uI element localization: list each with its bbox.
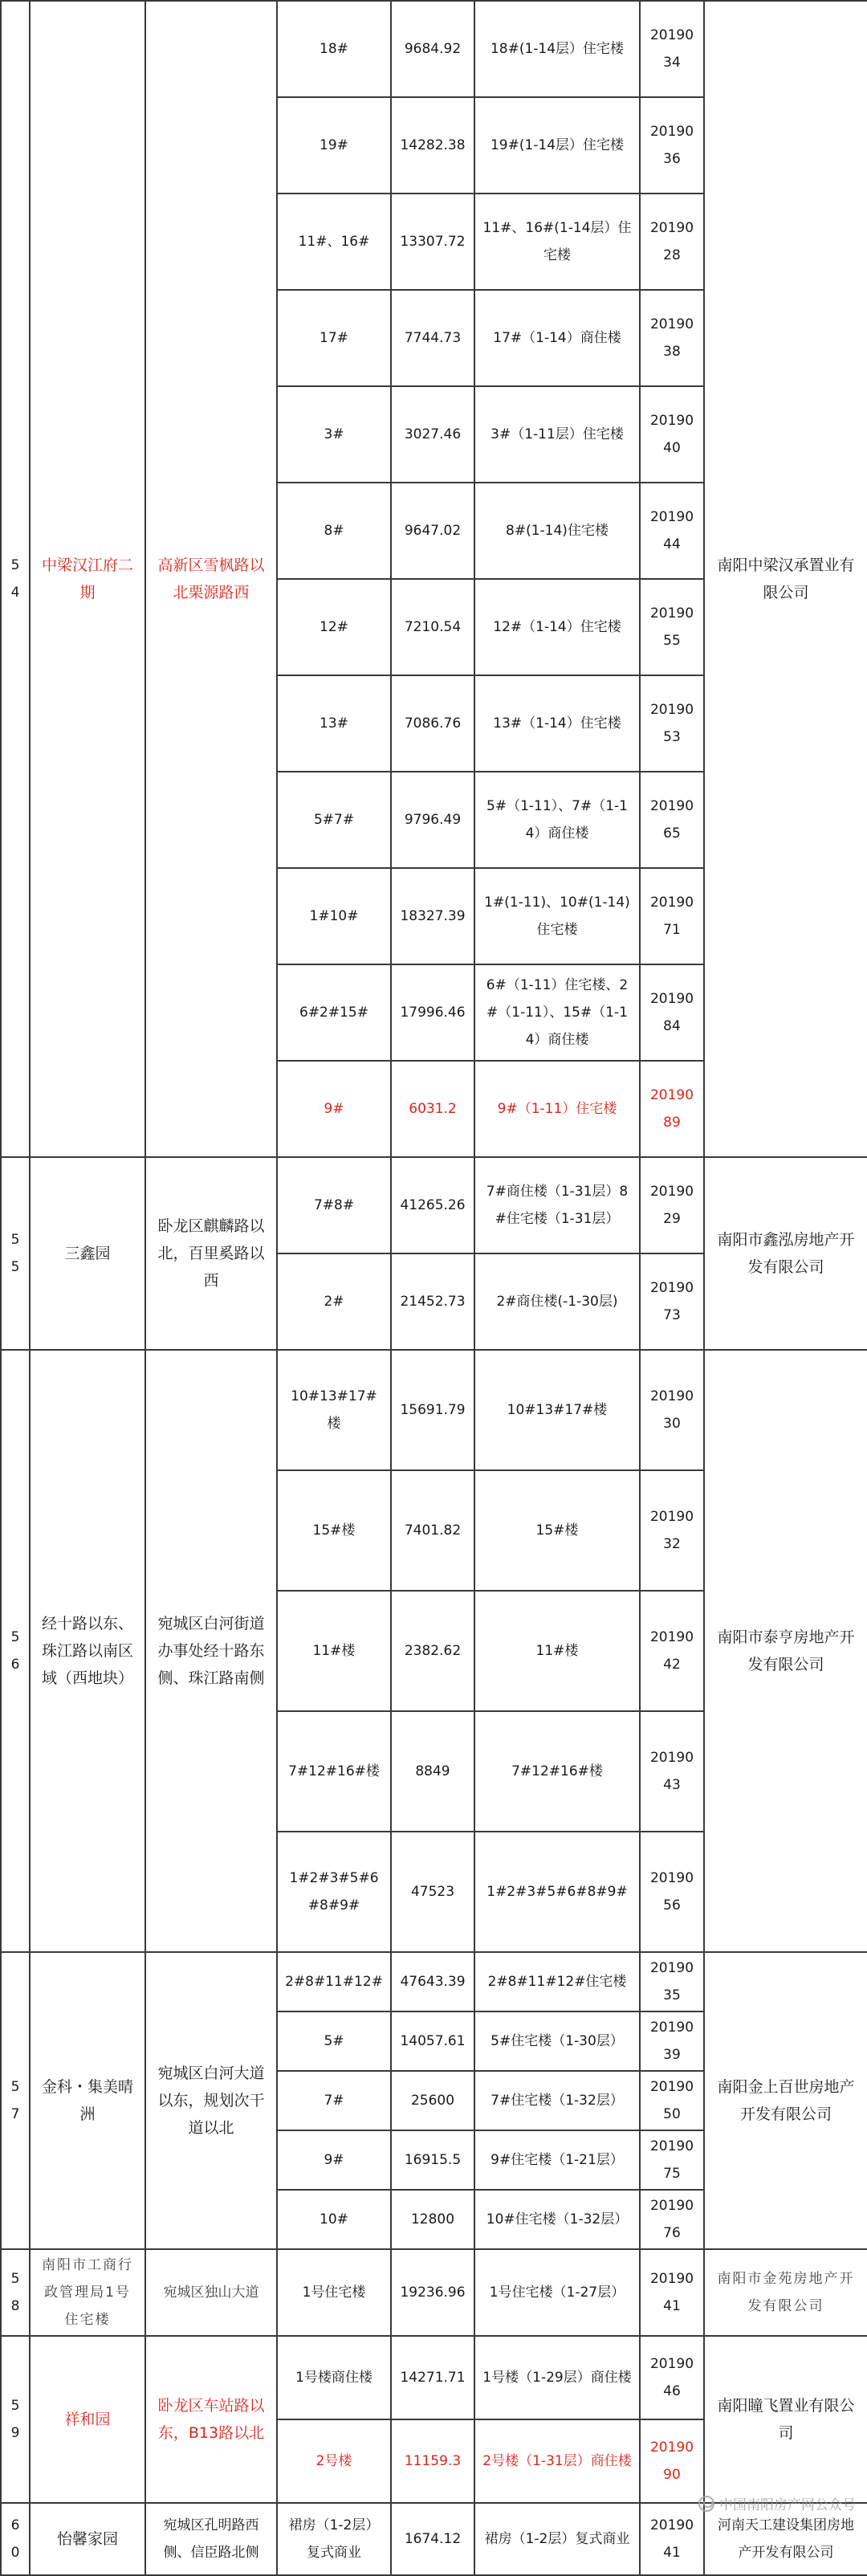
project-location: 高新区雪枫路以北栗源路西 (145, 1, 277, 1157)
building-cell: 8# (277, 483, 391, 579)
building-cell: 15#楼 (277, 1470, 391, 1591)
usage-cell: 1#(1-11)、10#(1-14)住宅楼 (474, 868, 640, 964)
permit-code-cell: 2019035 (640, 1952, 704, 2011)
project-number: 54 (1, 1, 30, 1157)
area-cell: 14282.38 (391, 97, 474, 194)
building-cell: 10# (277, 2190, 391, 2249)
area-cell: 25600 (391, 2071, 474, 2130)
project-number: 56 (1, 1350, 30, 1952)
building-cell: 17# (277, 290, 391, 386)
table-row (1, 1350, 867, 1470)
permit-code-cell: 2019029 (640, 1157, 704, 1253)
building-cell: 2号楼 (277, 2419, 391, 2503)
permit-code-cell: 2019032 (640, 1470, 704, 1591)
developer-cell: 南阳瞳飞置业有限公司 (704, 2336, 867, 2503)
permit-code-cell: 2019030 (640, 1350, 704, 1470)
developer-cell: 南阳市泰亨房地产开发有限公司 (704, 1350, 867, 1952)
permit-code-cell: 2019090 (640, 2419, 704, 2503)
permit-code-cell: 2019075 (640, 2130, 704, 2190)
usage-cell: 9#住宅楼（1-21层） (474, 2130, 640, 2190)
building-cell: 12# (277, 579, 391, 675)
developer-cell: 南阳金上百世房地产开发有限公司 (704, 1952, 867, 2249)
project-number: 60 (1, 2503, 30, 2575)
usage-cell: 13#（1-14）住宅楼 (474, 675, 640, 772)
table-row (1, 1, 867, 97)
project-name: 祥和园 (30, 2336, 145, 2503)
watermark-text: 中国南阳房产网公众号 (719, 2497, 856, 2513)
permit-code-cell: 2019073 (640, 1253, 704, 1350)
usage-cell: 5#住宅楼（1-30层） (474, 2011, 640, 2071)
permit-code-cell: 2019046 (640, 2336, 704, 2419)
area-cell: 16915.5 (391, 2130, 474, 2190)
usage-cell: 17#（1-14）商住楼 (474, 290, 640, 386)
area-cell: 11159.3 (391, 2419, 474, 2503)
area-cell: 9647.02 (391, 483, 474, 579)
area-cell: 6031.2 (391, 1061, 474, 1157)
building-cell: 7#12#16#楼 (277, 1711, 391, 1832)
building-cell: 7# (277, 2071, 391, 2130)
building-cell: 2# (277, 1253, 391, 1350)
table-row (1, 1157, 867, 1253)
permit-code-cell: 2019043 (640, 1711, 704, 1832)
building-cell: 11#、16# (277, 194, 391, 290)
permit-code-cell: 2019040 (640, 386, 704, 483)
area-cell: 7210.54 (391, 579, 474, 675)
permit-code-cell: 2019089 (640, 1061, 704, 1157)
permit-code-cell: 2019055 (640, 579, 704, 675)
area-cell: 13307.72 (391, 194, 474, 290)
permit-code-cell: 2019065 (640, 772, 704, 868)
table-row (1, 2503, 867, 2575)
usage-cell: 10#13#17#楼 (474, 1350, 640, 1470)
building-cell: 9# (277, 2130, 391, 2190)
usage-cell: 2号楼（1-31层）商住楼 (474, 2419, 640, 2503)
building-cell: 1#10# (277, 868, 391, 964)
area-cell: 18327.39 (391, 868, 474, 964)
permit-code-cell: 2019036 (640, 97, 704, 194)
developer-cell: 南阳市金苑房地产开发有限公司 (704, 2249, 867, 2336)
permit-code-cell: 2019041 (640, 2249, 704, 2336)
table-row (1, 2336, 867, 2419)
building-cell: 19# (277, 97, 391, 194)
usage-cell: 1号楼（1-29层）商住楼 (474, 2336, 640, 2419)
usage-cell: 8#(1-14)住宅楼 (474, 483, 640, 579)
project-name: 三鑫园 (30, 1157, 145, 1350)
usage-cell: 11#楼 (474, 1591, 640, 1711)
permit-code-cell: 2019041 (640, 2503, 704, 2575)
usage-cell: 3#（1-11层）住宅楼 (474, 386, 640, 483)
wechat-icon (698, 2496, 714, 2512)
permit-code-cell: 2019042 (640, 1591, 704, 1711)
table-row (1, 1952, 867, 2011)
building-cell: 18# (277, 1, 391, 97)
table-row (1, 2249, 867, 2336)
building-cell: 5# (277, 2011, 391, 2071)
usage-cell: 7#12#16#楼 (474, 1711, 640, 1832)
area-cell: 15691.79 (391, 1350, 474, 1470)
usage-cell: 1号住宅楼（1-27层） (474, 2249, 640, 2336)
permit-code-cell: 2019076 (640, 2190, 704, 2249)
project-location: 宛城区孔明路西侧、信臣路北侧 (145, 2503, 277, 2575)
area-cell: 7744.73 (391, 290, 474, 386)
area-cell: 19236.96 (391, 2249, 474, 2336)
building-cell: 10#13#17#楼 (277, 1350, 391, 1470)
area-cell: 21452.73 (391, 1253, 474, 1350)
building-cell: 1号住宅楼 (277, 2249, 391, 2336)
building-cell: 6#2#15# (277, 964, 391, 1061)
permit-code-cell: 2019053 (640, 675, 704, 772)
usage-cell: 10#住宅楼（1-32层） (474, 2190, 640, 2249)
area-cell: 41265.26 (391, 1157, 474, 1253)
area-cell: 17996.46 (391, 964, 474, 1061)
developer-cell: 南阳中梁汉承置业有限公司 (704, 1, 867, 1157)
usage-cell: 裙房（1-2层）复式商业 (474, 2503, 640, 2575)
project-name: 金科・集美晴洲 (30, 1952, 145, 2249)
usage-cell: 15#楼 (474, 1470, 640, 1591)
project-name: 南阳市工商行政管理局1号住宅楼 (30, 2249, 145, 2336)
project-location: 宛城区独山大道 (145, 2249, 277, 2336)
project-number: 55 (1, 1157, 30, 1350)
usage-cell: 7#住宅楼（1-32层） (474, 2071, 640, 2130)
area-cell: 3027.46 (391, 386, 474, 483)
project-number: 58 (1, 2249, 30, 2336)
usage-cell: 6#（1-11）住宅楼、2#（1-11）、15#（1-14）商住楼 (474, 964, 640, 1061)
area-cell: 47523 (391, 1832, 474, 1952)
permit-code-cell: 2019071 (640, 868, 704, 964)
building-cell: 1#2#3#5#6#8#9# (277, 1832, 391, 1952)
permit-code-cell: 2019028 (640, 194, 704, 290)
area-cell: 9796.49 (391, 772, 474, 868)
building-cell: 11#楼 (277, 1591, 391, 1711)
area-cell: 2382.62 (391, 1591, 474, 1711)
permit-code-cell: 2019044 (640, 483, 704, 579)
project-location: 宛城区白河大道以东，规划次干道以北 (145, 1952, 277, 2249)
area-cell: 12800 (391, 2190, 474, 2249)
area-cell: 7401.82 (391, 1470, 474, 1591)
area-cell: 8849 (391, 1711, 474, 1832)
usage-cell: 5#（1-11）、7#（1-14）商住楼 (474, 772, 640, 868)
permit-code-cell: 2019038 (640, 290, 704, 386)
area-cell: 7086.76 (391, 675, 474, 772)
project-name: 中梁汉江府二期 (30, 1, 145, 1157)
developer-cell: 河南天工建设集团房地产开发有限公司 (704, 2503, 867, 2575)
watermark (698, 2493, 856, 2513)
project-name: 怡馨家园 (30, 2503, 145, 2575)
building-cell: 5#7# (277, 772, 391, 868)
area-cell: 9684.92 (391, 1, 474, 97)
project-name: 经十路以东、珠江路以南区域（西地块） (30, 1350, 145, 1952)
project-number: 57 (1, 1952, 30, 2249)
usage-cell: 9#（1-11）住宅楼 (474, 1061, 640, 1157)
permit-code-cell: 2019039 (640, 2011, 704, 2071)
usage-cell: 11#、16#(1-14层）住宅楼 (474, 194, 640, 290)
area-cell: 47643.39 (391, 1952, 474, 2011)
permit-code-cell: 2019056 (640, 1832, 704, 1952)
project-location: 宛城区白河街道办事处经十路东侧、珠江路南侧 (145, 1350, 277, 1952)
usage-cell: 1#2#3#5#6#8#9# (474, 1832, 640, 1952)
building-cell: 1号楼商住楼 (277, 2336, 391, 2419)
area-cell: 1674.12 (391, 2503, 474, 2575)
building-cell: 2#8#11#12# (277, 1952, 391, 2011)
usage-cell: 12#（1-14）住宅楼 (474, 579, 640, 675)
permit-code-cell: 2019084 (640, 964, 704, 1061)
permit-code-cell: 2019050 (640, 2071, 704, 2130)
project-number: 59 (1, 2336, 30, 2503)
building-cell: 7#8# (277, 1157, 391, 1253)
project-location: 卧龙区车站路以东，B13路以北 (145, 2336, 277, 2503)
area-cell: 14271.71 (391, 2336, 474, 2419)
area-cell: 14057.61 (391, 2011, 474, 2071)
building-cell: 13# (277, 675, 391, 772)
building-cell: 9# (277, 1061, 391, 1157)
building-cell: 3# (277, 386, 391, 483)
usage-cell: 7#商住楼（1-31层）8#住宅楼（1-31层） (474, 1157, 640, 1253)
project-location: 卧龙区麒麟路以北，百里奚路以西 (145, 1157, 277, 1350)
developer-cell: 南阳市鑫泓房地产开发有限公司 (704, 1157, 867, 1350)
usage-cell: 2#8#11#12#住宅楼 (474, 1952, 640, 2011)
permit-code-cell: 2019034 (640, 1, 704, 97)
building-cell: 裙房（1-2层）复式商业 (277, 2503, 391, 2575)
usage-cell: 2#商住楼(-1-30层) (474, 1253, 640, 1350)
usage-cell: 18#(1-14层）住宅楼 (474, 1, 640, 97)
usage-cell: 19#(1-14层）住宅楼 (474, 97, 640, 194)
